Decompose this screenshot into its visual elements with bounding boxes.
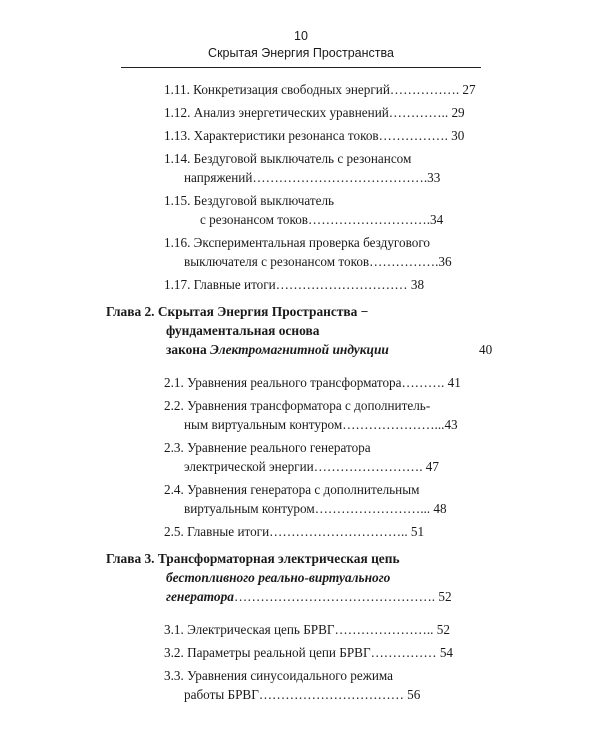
toc-entry-1-16[interactable] [164, 234, 430, 252]
toc-entry-3-2[interactable] [164, 644, 453, 662]
toc-entry-text: 1.13. Характеристики резонанса токов……………. 30 [164, 128, 465, 143]
toc-entry-text: 2.3. Уравнение реального генератора [164, 440, 371, 455]
toc-entry-1-11[interactable] [164, 81, 476, 99]
chapter-heading-italic: Электромагнитной индукции [210, 342, 389, 357]
toc-entry-text: 2.5. Главные итоги………………………….. 51 [164, 524, 425, 539]
toc-entry-text: электрической энергии……………………. 47 [184, 459, 439, 474]
toc-entry-1-17[interactable] [164, 276, 424, 294]
chapter-heading-text: фундаментальная основа [166, 323, 320, 338]
chapter-heading-text: закона [166, 342, 211, 357]
toc-entry-3-1[interactable] [164, 621, 450, 639]
toc-entry-text: с резонансом токов……………………….34 [200, 212, 444, 227]
toc-entry-2-5[interactable] [164, 523, 424, 541]
toc-entry-text: выключателя с резонансом токов…………….36 [184, 254, 452, 269]
page-number: 10 [294, 29, 308, 43]
toc-entry-text: 1.12. Анализ энергетических уравнений………….. 29 [164, 105, 465, 120]
chapter-heading-text: Глава 2. Скрытая Энергия Пространства − [106, 304, 369, 319]
toc-entry-text: 1.14. Бездуговой выключатель с резонансом [164, 151, 412, 166]
toc-entry-1-15[interactable] [164, 192, 334, 210]
toc-entry-text: работы БРВГ…………………………… 56 [184, 687, 421, 702]
toc-entry-text: 1.11. Конкретизация свободных энергий……………. 27 [164, 82, 476, 97]
toc-entry-text: 2.4. Уравнения генератора с дополнительным [164, 482, 420, 497]
toc-entry-1-13[interactable] [164, 127, 464, 145]
toc-entry-2-2[interactable] [164, 397, 430, 415]
toc-entry-text: виртуальным контуром……………………... 48 [184, 501, 447, 516]
toc-entry-text: 3.3. Уравнения синусоидального режима [164, 668, 394, 683]
chapter-heading-text: Глава 3. Трансформаторная электрическая цепь [106, 551, 400, 566]
toc-entry-text: 2.1. Уравнения реального трансформатора………. 41 [164, 375, 461, 390]
toc-entry-3-3-cont[interactable] [184, 686, 420, 704]
chapter-heading-italic: генератора [166, 589, 234, 604]
toc-entry-text: 3.2. Параметры реальной цепи БРВГ…………… 54 [164, 645, 454, 660]
toc-entry-1-15-cont[interactable] [200, 211, 443, 229]
header-rule [121, 67, 481, 68]
chapter-3-heading-cont [166, 569, 390, 587]
toc-entry-1-14[interactable] [164, 150, 411, 168]
toc-entry-2-3-cont[interactable] [184, 458, 439, 476]
toc-entry-2-4[interactable] [164, 481, 419, 499]
chapter-3-dots: ………………………………………. 52 [233, 589, 452, 604]
toc-entry-3-3[interactable] [164, 667, 393, 685]
toc-entry-1-14-cont[interactable] [184, 169, 440, 187]
toc-entry-text: напряжений………………………………….33 [184, 170, 441, 185]
toc-entry-text: 1.16. Экспериментальная проверка бездугового [164, 235, 430, 250]
toc-entry-text: ным виртуальным контуром…………………...43 [184, 417, 458, 432]
chapter-heading-text: бестопливного реально-виртуального [166, 570, 391, 585]
toc-entry-text: 3.1. Электрическая цепь БРВГ………………….. 52 [164, 622, 450, 637]
toc-entry-text: 1.17. Главные итоги………………………… 38 [164, 277, 425, 292]
chapter-3-heading-cont2 [166, 588, 452, 606]
toc-entry-1-12[interactable] [164, 104, 465, 122]
toc-entry-text: 2.2. Уравнения трансформатора с дополнитель- [164, 398, 431, 413]
chapter-2-page: 40 [479, 342, 493, 357]
toc-entry-text: 1.15. Бездуговой выключатель [164, 193, 335, 208]
chapter-2-heading[interactable] [106, 303, 368, 321]
chapter-3-heading[interactable] [106, 550, 400, 568]
chapter-2-heading-cont2 [166, 341, 389, 359]
running-title: Скрытая Энергия Пространства [208, 46, 394, 60]
toc-entry-1-16-cont[interactable] [184, 253, 452, 271]
page-header [121, 28, 481, 62]
toc-entry-2-1[interactable] [164, 374, 461, 392]
toc-entry-2-3[interactable] [164, 439, 371, 457]
toc-entry-2-2-cont[interactable] [184, 416, 458, 434]
chapter-2-heading-cont [166, 322, 319, 340]
toc-entry-2-4-cont[interactable] [184, 500, 447, 518]
